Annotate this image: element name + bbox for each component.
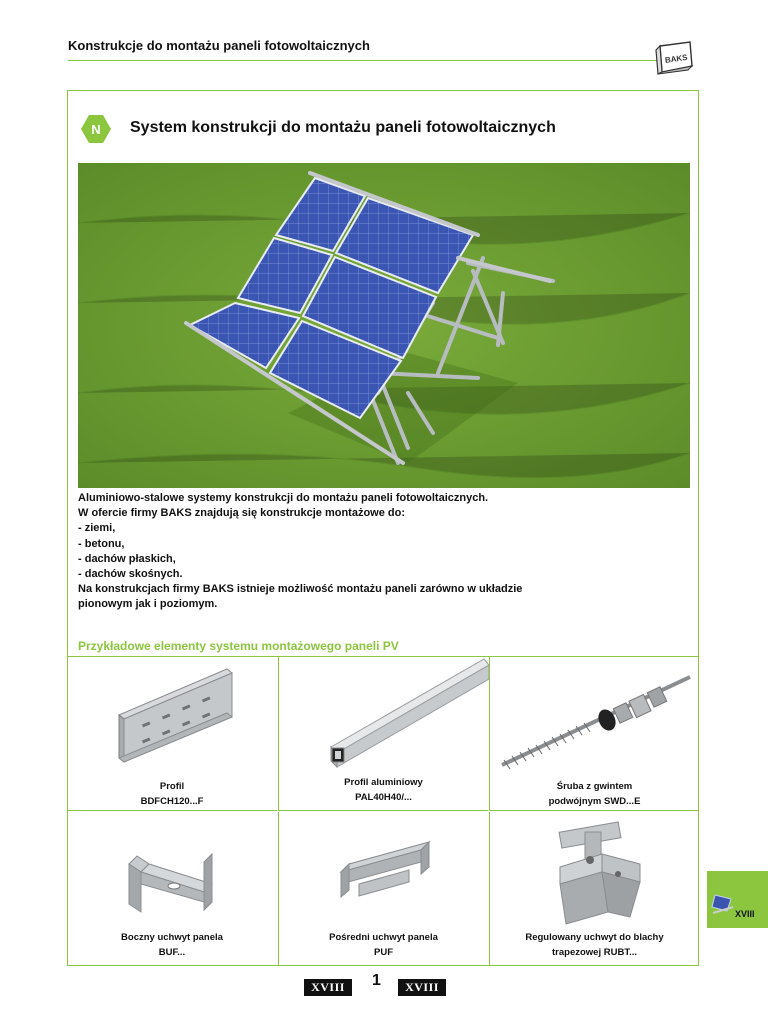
side-tab-label: XVIII <box>735 909 755 919</box>
section-title: System konstrukcji do montażu paneli fotowoltaicznych <box>130 119 556 136</box>
intro-line: Aluminiowo-stalowe systemy konstrukcji do montażu paneli fotowoltaicznych. <box>78 492 489 504</box>
intro-line: pionowym jak i poziomym. <box>78 598 218 611</box>
roof-hook-icon <box>490 812 700 932</box>
product-card-profile[interactable] <box>67 657 277 811</box>
header-title: Konstrukcje do montażu paneli fotowoltaicznych <box>68 38 370 53</box>
intro-line: - betonu, <box>78 537 125 550</box>
products-heading: Przykładowe elementy systemu montażowego paneli PV <box>78 639 399 653</box>
intro-line: Na konstrukcjach firmy BAKS istnieje możliwość montażu paneli zarówno w układzie <box>78 583 523 596</box>
logo-text: BAKS <box>664 52 689 65</box>
intro-line: - dachów skośnych. <box>78 568 183 581</box>
chapter-side-tab[interactable] <box>707 871 768 928</box>
end-clamp-icon <box>67 812 277 932</box>
product-card-roof-hook[interactable] <box>489 812 699 966</box>
product-name: Regulowany uchwyt do blachy <box>525 932 664 943</box>
product-code: PUF <box>374 947 393 958</box>
product-card-mid-clamp[interactable] <box>278 812 488 966</box>
product-name: Śruba z gwintem <box>556 781 633 792</box>
solar-panel-icon <box>711 893 735 915</box>
hanger-bolt-icon <box>490 657 700 777</box>
product-code: trapezowej RUBT... <box>552 947 637 958</box>
category-badge-icon <box>80 113 112 145</box>
intro-line: - dachów płaskich, <box>78 552 176 565</box>
page-number: 1 <box>372 972 381 989</box>
product-card-hanger-bolt[interactable] <box>489 657 699 811</box>
product-name: Profil aluminiowy <box>344 777 423 788</box>
baks-logo <box>652 38 696 78</box>
product-code: BDFCH120...F <box>140 796 204 807</box>
intro-line: W ofercie firmy BAKS znajdują się konstrukcje montażowe do: <box>78 507 406 520</box>
product-grid <box>67 656 699 967</box>
footer-chapter-right: XVIII <box>398 979 446 996</box>
product-code: BUF... <box>158 947 186 958</box>
product-code: podwójnym SWD...E <box>548 796 641 807</box>
product-code: PAL40H40/... <box>355 792 412 803</box>
intro-text <box>78 491 678 613</box>
product-card-aluminium-profile[interactable] <box>278 657 488 811</box>
intro-line: - ziemi, <box>78 522 116 535</box>
c-profile-icon <box>67 657 277 777</box>
header-divider <box>68 60 668 61</box>
aluminium-rail-icon <box>279 657 489 777</box>
solar-mount-photo <box>78 163 690 488</box>
product-name: Boczny uchwyt panela <box>121 932 223 943</box>
product-name: Profil <box>159 781 185 792</box>
footer-chapter-left: XVIII <box>304 979 352 996</box>
page-footer <box>0 972 768 1002</box>
product-card-end-clamp[interactable] <box>67 812 277 966</box>
product-name: Pośredni uchwyt panela <box>329 932 438 943</box>
mid-clamp-icon <box>279 812 489 932</box>
category-badge-letter: N <box>91 122 101 137</box>
